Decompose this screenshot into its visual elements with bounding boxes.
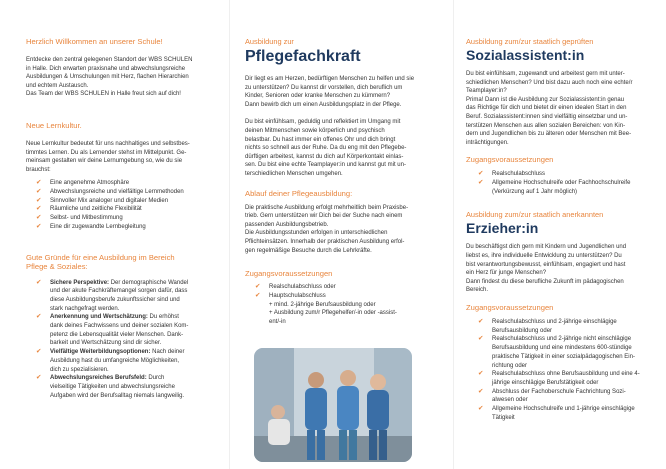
list-item bbox=[253, 292, 445, 327]
text-line: belastbar. Du hast immer ein offenes Ohr und dich bringt bbox=[245, 136, 396, 143]
text-line: (Verkürzung auf 1 Jahr möglich) bbox=[492, 188, 578, 195]
text-line: Teamplayer:in? bbox=[466, 88, 507, 95]
list-item bbox=[476, 405, 654, 422]
erzieher-text bbox=[466, 243, 654, 295]
text-line: meinsam gestalten wir deine Lernumgebung so, wie du sie bbox=[26, 158, 183, 165]
fold-line bbox=[229, 0, 230, 469]
text-line: praktische Tätigkeit in einer sozialpädagogischen Ein- bbox=[492, 353, 635, 360]
list-item-label: Sinnvoller Mix analoger und digitaler Medien bbox=[50, 197, 169, 204]
welcome-heading: Herzlich Willkommen an unserer Schule! bbox=[26, 37, 163, 46]
checkmark-icon: ✔ bbox=[36, 214, 42, 222]
text-line: das Richtige für dich und bietet dir einen idealen Start in den bbox=[466, 105, 627, 112]
text-line: terstützen Menschen aus allen sozialen Bereichen: von Kin- bbox=[466, 122, 626, 129]
list-item-title: Vielfältige Weiterbildungsoptionen: bbox=[50, 349, 151, 356]
nurses-photo bbox=[254, 348, 412, 462]
text-line: stark nachgefragt werden. bbox=[50, 305, 120, 312]
text-line: Kinder, Senioren oder kranke Menschen zu kümmern? bbox=[245, 93, 391, 100]
text-line: Die praktische Ausbildung erfolgt mehrheitlich beim Praxisbe- bbox=[245, 204, 409, 211]
pflege-intro bbox=[245, 75, 445, 109]
text-line: dank deines Fachwissens und deiner sozialen Kom- bbox=[50, 323, 189, 330]
list-item-title: Sichere Perspektive: bbox=[50, 279, 110, 286]
checkmark-icon: ✔ bbox=[36, 205, 42, 213]
text-line: Dann bewirb dich um einen Ausbildungsplatz in der Pflege. bbox=[245, 101, 402, 108]
text-line: schiedlichen Menschen? Und bist dazu auch noch eine echte/r bbox=[466, 79, 633, 86]
text-line: deinen Mitmenschen sowie körperlich und psychisch bbox=[245, 127, 385, 134]
text-line: Prima! Dann ist die Ausbildung zur Sozialassistent:in genau bbox=[466, 96, 625, 103]
heading-line: Pflege & Soziales: bbox=[26, 261, 88, 271]
list-item bbox=[34, 197, 217, 206]
text-line: Realschulabschluss und 2-jährige nicht einschlägige bbox=[492, 336, 632, 343]
checkmark-icon: ✔ bbox=[478, 387, 484, 395]
text-line: + mind. 2-jährige Berufsausbildung oder bbox=[269, 301, 376, 308]
pflege-text bbox=[245, 118, 445, 178]
text-line: Du beschäftigst dich gern mit Kindern und Jugendlichen und bbox=[466, 244, 627, 251]
text-line: Realschulabschluss bbox=[492, 171, 546, 178]
checkmark-icon: ✔ bbox=[36, 196, 42, 204]
text-line: vielseitige Tätigkeiten und abwechslungsreiche bbox=[50, 384, 175, 390]
text-line: trieb. Gern unterstützen wir Dich bei der Suche nach einem bbox=[245, 213, 403, 220]
text-line: Das Team der WBS SCHULEN in Halle freut sich auf dich! bbox=[26, 91, 181, 98]
nurses-illustration bbox=[254, 348, 412, 462]
text-line: Nach deiner bbox=[150, 349, 185, 356]
text-line: passenden Ausbildungsbetrieb. bbox=[245, 221, 329, 228]
sozial-voraus-list bbox=[466, 170, 654, 196]
list-item bbox=[476, 179, 654, 196]
text-line: Pflichteinsätzen. Innerhalb der praktischen Ausbildung erfol- bbox=[245, 238, 405, 245]
text-line: Die Ausbildungsstunden erfolgen in unterschiedlichen bbox=[245, 230, 388, 237]
list-item bbox=[34, 279, 217, 314]
lernkultur-text bbox=[26, 140, 217, 174]
text-line: Du bist einfühlsam, zugewandt und arbeitest gern mit unter- bbox=[466, 71, 625, 77]
text-line: sen. Du bist eine echte Teamplayer:in und kannst gut mit un- bbox=[245, 162, 406, 169]
text-line: Entdecke den zentral gelegenen Standort der WBS SCHULEN bbox=[26, 57, 193, 63]
text-line: Du erhöhst bbox=[147, 314, 179, 321]
text-line: gen regelmäßige Besuche durch die Lehrkräfte. bbox=[245, 247, 372, 254]
list-item bbox=[476, 318, 654, 335]
pflege-voraus-list bbox=[245, 283, 445, 327]
list-item-label: Selbst- und Mitbestimmung bbox=[50, 215, 123, 222]
text-line: Dann findest du diese berufliche Zukunft im pädagogischen bbox=[466, 278, 624, 285]
list-item bbox=[34, 313, 217, 348]
text-line: Abschluss der Fachoberschule Fachrichtung Sozi- bbox=[492, 388, 626, 395]
checkmark-icon: ✔ bbox=[478, 318, 484, 326]
text-line: Hauptschulabschluss bbox=[269, 292, 326, 299]
text-line: liebst es, ihre individuelle Entwicklung zu unterstützen? Du bbox=[466, 253, 622, 260]
text-line: Beruf. Sozialassistent:innen sind vielfältig einsetzbar und un- bbox=[466, 113, 628, 120]
checkmark-icon: ✔ bbox=[36, 313, 42, 321]
text-line: Allgemeine Hochschulreife und 1-jährige einschlägige bbox=[492, 406, 635, 413]
text-line: timmtes Lernen. Du als Lernender stehst im Mittelpunkt. Ge- bbox=[26, 149, 187, 156]
list-item bbox=[476, 335, 654, 370]
checkmark-icon: ✔ bbox=[36, 222, 42, 230]
sozial-kicker: Ausbildung zum/zur staatlich geprüften bbox=[466, 37, 594, 46]
text-line: Allgemeine Hochschulreife oder Fachhochschulreife bbox=[492, 180, 631, 187]
erzieher-kicker: Ausbildung zum/zur staatlich anerkannten bbox=[466, 210, 604, 220]
text-line: barkeit und Wertschätzung sind dir sicher. bbox=[50, 340, 162, 347]
checkmark-icon: ✔ bbox=[36, 188, 42, 196]
text-line: Du bist einfühlsam, geduldig und reflektiert im Umgang mit bbox=[245, 119, 401, 126]
gruende-heading bbox=[26, 253, 217, 271]
text-line: petenz die Lebensqualität vieler Menschen. Dank- bbox=[50, 331, 184, 338]
checkmark-icon: ✔ bbox=[36, 179, 42, 187]
text-line: dich zu spezialisieren. bbox=[50, 366, 109, 373]
text-line: richtung oder bbox=[492, 362, 528, 369]
list-item bbox=[476, 170, 654, 179]
text-line: in Halle. Dich erwarten praxisnahe und abwechslungsreiche bbox=[26, 65, 186, 72]
text-line: ent/-in bbox=[269, 318, 286, 325]
checkmark-icon: ✔ bbox=[478, 370, 484, 378]
list-item bbox=[34, 205, 217, 214]
list-item bbox=[34, 223, 217, 232]
list-item-label: Eine dir zugewandte Lernbegleitung bbox=[50, 223, 146, 230]
text-line: Tätigkeit bbox=[492, 414, 515, 421]
text-line: Realschulabschluss und 2-jährige einschlägige bbox=[492, 319, 617, 326]
checkmark-icon: ✔ bbox=[478, 335, 484, 343]
text-line: Durch bbox=[146, 375, 165, 382]
checkmark-icon: ✔ bbox=[478, 170, 484, 178]
sozial-title: Sozialassistent:in bbox=[466, 47, 585, 63]
list-item-label: Räumliche und zeitliche Flexibilität bbox=[50, 206, 142, 213]
list-item bbox=[34, 188, 217, 197]
column-left bbox=[0, 0, 225, 469]
ablauf-text bbox=[245, 204, 445, 256]
text-line: dürftigen arbeitest, kannst du dich auf Körperkontakt einlas- bbox=[245, 153, 404, 160]
gruende-list bbox=[26, 279, 217, 401]
fold-line bbox=[453, 0, 454, 469]
list-item-title: Anerkennung und Wertschätzung: bbox=[50, 314, 148, 321]
list-item bbox=[34, 214, 217, 223]
text-line: Ausbildung hast du umfangreiche Möglichkeiten, bbox=[50, 357, 180, 364]
pflege-kicker: Ausbildung zur bbox=[245, 37, 294, 46]
list-item bbox=[476, 388, 654, 405]
list-item-label: Abwechslungsreiche und vielfältige Lernmethoden bbox=[50, 189, 184, 196]
text-line: Berufsausbildung oder bbox=[492, 327, 553, 334]
erzieher-title: Erzieher:in bbox=[466, 220, 539, 237]
list-item bbox=[253, 283, 445, 292]
column-right bbox=[456, 0, 666, 469]
list-item bbox=[34, 374, 217, 400]
text-line: + Ausbildung zum/r Pflegehelfer/-in oder -assist- bbox=[269, 310, 397, 317]
ablauf-heading: Ablauf deiner Pflegeausbildung: bbox=[245, 188, 353, 198]
sozial-voraus-heading: Zugangsvoraussetzungen bbox=[466, 155, 554, 165]
sozial-text bbox=[466, 70, 654, 147]
text-line: jährige einschlägige Berufstätigkeit oder bbox=[492, 379, 599, 386]
checkmark-icon: ✔ bbox=[36, 348, 42, 356]
list-item-title: Abwechslungsreiches Berufsfeld: bbox=[50, 375, 147, 382]
text-line: zu unterstützen? Du kannst dir vorstellen, dich beruflich um bbox=[245, 84, 403, 91]
checkmark-icon: ✔ bbox=[36, 278, 42, 286]
text-line: ein Herz für junge Menschen? bbox=[466, 270, 547, 277]
pflege-voraus-heading: Zugangsvoraussetzungen bbox=[245, 269, 333, 279]
erzieher-voraus-list bbox=[466, 318, 654, 422]
text-line: dern und Jugendlichen bis zu älteren oder Menschen mit Bee- bbox=[466, 131, 632, 138]
checkmark-icon: ✔ bbox=[255, 283, 261, 291]
text-line: diese Ausbildungsberufe zukunftssicher sind und bbox=[50, 296, 180, 303]
text-line: und echtem Austausch. bbox=[26, 82, 89, 89]
list-item-label: Eine angenehme Atmosphäre bbox=[50, 180, 130, 187]
text-line: Bereich. bbox=[466, 287, 489, 294]
welcome-text bbox=[26, 56, 217, 99]
checkmark-icon: ✔ bbox=[478, 179, 484, 187]
text-line: inträchtigungen. bbox=[466, 139, 509, 146]
text-line: bist verantwortungsbewusst, einfühlsam, engagiert und hast bbox=[466, 261, 626, 268]
text-line: nichts so schnell aus der Ruhe. Da du eng mit den Pflegebe- bbox=[245, 145, 407, 152]
text-line: Dir liegt es am Herzen, bedürftigen Menschen zu helfen und sie bbox=[245, 76, 415, 82]
text-line: Berufsausbildung und eine mindestens 600-stündige bbox=[492, 345, 632, 352]
text-line: Realschulabschluss oder bbox=[269, 284, 336, 291]
lernkultur-heading: Neue Lernkultur. bbox=[26, 120, 82, 130]
text-line: terschiedlichen Menschen umgehen. bbox=[245, 170, 343, 177]
text-line: brauchst: bbox=[26, 166, 51, 173]
text-line: und der akute Fachkräftemangel sorgen dafür, dass bbox=[50, 288, 188, 295]
pflege-title: Pflegefachkraft bbox=[245, 48, 361, 65]
text-line: Ausbildungen & Umschulungen mit Herz, flachen Hierarchien bbox=[26, 74, 189, 81]
erzieher-voraus-heading: Zugangsvoraussetzungen bbox=[466, 303, 554, 313]
text-line: Aufgaben wird der Berufsalltag niemals langweilig. bbox=[50, 392, 185, 399]
list-item bbox=[34, 179, 217, 188]
text-line: Neue Lernkultur bedeutet für uns nachhaltiges und selbstbes- bbox=[26, 140, 190, 147]
text-line: Der demographische Wandel bbox=[109, 279, 189, 286]
checkmark-icon: ✔ bbox=[255, 291, 261, 299]
checkmark-icon: ✔ bbox=[478, 405, 484, 413]
text-line: alwesen oder bbox=[492, 397, 528, 404]
list-item bbox=[34, 348, 217, 374]
heading-line: Gute Gründe für eine Ausbildung im Bereich bbox=[26, 252, 175, 262]
lernkultur-list bbox=[26, 179, 217, 231]
text-line: Realschulabschluss ohne Berufsausbildung und eine 4- bbox=[492, 371, 640, 378]
checkmark-icon: ✔ bbox=[36, 374, 42, 382]
list-item bbox=[476, 370, 654, 387]
